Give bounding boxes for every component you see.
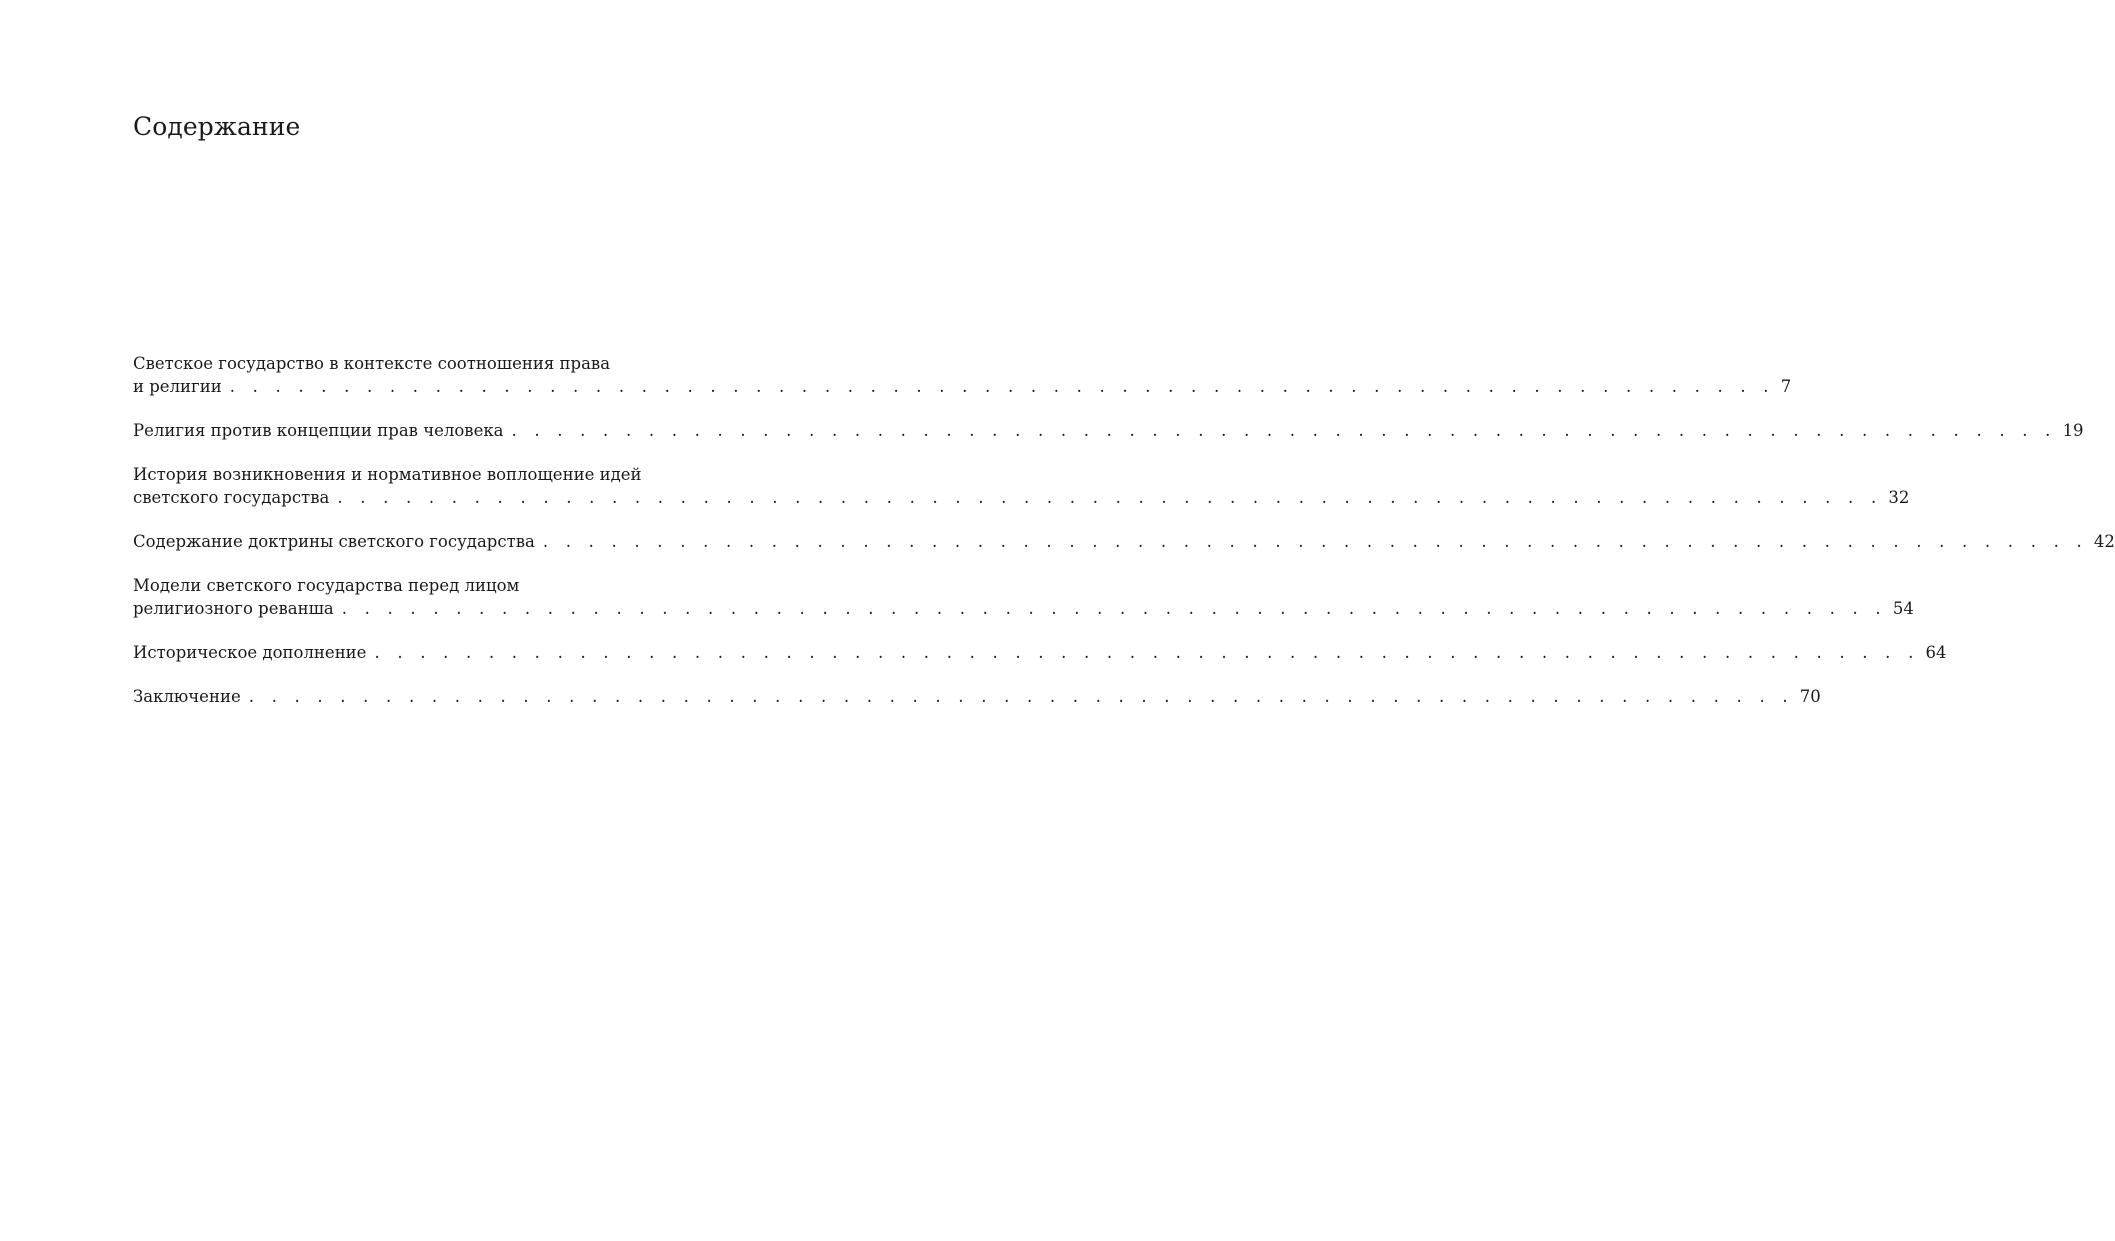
toc-entry[interactable] xyxy=(133,574,1914,620)
toc-entry[interactable] xyxy=(133,641,1947,664)
dot-leader: . . . . . . . . . . . . . . . . . . . . . . . . . . . . . . . . . . . . . . . . . . . . . . . . . . . . . . . . . . . . . . . . . . . . xyxy=(511,421,2057,440)
dot-leader: . . . . . . . . . . . . . . . . . . . . . . . . . . . . . . . . . . . . . . . . . . . . . . . . . . . . . . . . . . . . . . . . . . . . xyxy=(374,643,1920,662)
page-title: Содержание xyxy=(133,112,301,141)
toc-page-number: 64 xyxy=(1925,643,1947,662)
toc-entry-title-line: Светское государство в контексте соотношения права xyxy=(133,354,611,373)
toc-entry[interactable] xyxy=(133,530,2115,553)
toc-page-number: 70 xyxy=(1799,687,1821,706)
dot-leader: . . . . . . . . . . . . . . . . . . . . . . . . . . . . . . . . . . . . . . . . . . . . . . . . . . . . . . . . . . . . . . . . . . . . xyxy=(542,532,2088,551)
dot-leader: . . . . . . . . . . . . . . . . . . . . . . . . . . . . . . . . . . . . . . . . . . . . . . . . . . . . . . . . . . . . . . . . . . . . xyxy=(248,687,1794,706)
toc-entry-title-line: религиозного реванша xyxy=(133,599,334,618)
toc-entry[interactable] xyxy=(133,352,1792,398)
toc-page-number: 32 xyxy=(1888,488,1910,507)
toc-entry-title-line: Религия против концепции прав человека xyxy=(133,421,504,440)
toc-entry-title-line: Содержание доктрины светского государства xyxy=(133,532,535,551)
toc-entry[interactable] xyxy=(133,419,2084,442)
toc-entry-title-line: светского государства xyxy=(133,488,330,507)
dot-leader: . . . . . . . . . . . . . . . . . . . . . . . . . . . . . . . . . . . . . . . . . . . . . . . . . . . . . . . . . . . . . . . . . . . . xyxy=(229,377,1775,396)
toc-entry-title-line: Историческое дополнение xyxy=(133,643,367,662)
toc-page-number: 42 xyxy=(2093,532,2115,551)
toc-page-number: 54 xyxy=(1892,599,1914,618)
table-of-contents xyxy=(133,352,2115,729)
toc-page-number: 19 xyxy=(2062,421,2084,440)
dot-leader: . . . . . . . . . . . . . . . . . . . . . . . . . . . . . . . . . . . . . . . . . . . . . . . . . . . . . . . . . . . . . . . . . . . . xyxy=(341,599,1887,618)
toc-entry-title-line: История возникновения и нормативное воплощение идей xyxy=(133,465,642,484)
toc-entry-title-line: Модели светского государства перед лицом xyxy=(133,576,520,595)
toc-entry[interactable] xyxy=(133,685,1821,708)
toc-entry[interactable] xyxy=(133,463,1910,509)
toc-page-number: 7 xyxy=(1780,377,1792,396)
toc-entry-title-line: Заключение xyxy=(133,687,241,706)
toc-entry-title-line: и религии xyxy=(133,377,222,396)
dot-leader: . . . . . . . . . . . . . . . . . . . . . . . . . . . . . . . . . . . . . . . . . . . . . . . . . . . . . . . . . . . . . . . . . . . . xyxy=(337,488,1883,507)
